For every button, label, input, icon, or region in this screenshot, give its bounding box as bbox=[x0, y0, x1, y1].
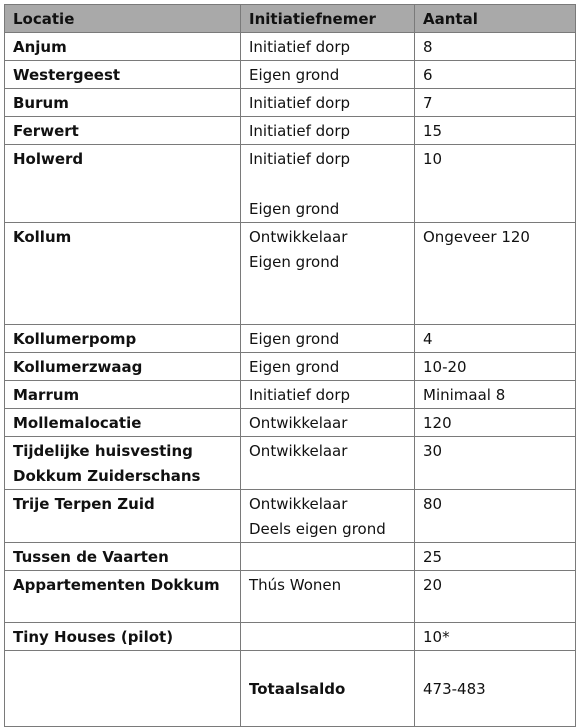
locatie-text: Kollumerzwaag bbox=[13, 358, 143, 376]
aantal-text: 20 bbox=[423, 576, 443, 594]
locatie-text: Anjum bbox=[13, 38, 67, 56]
initiatiefnemer-text: Thús Wonen bbox=[249, 576, 342, 594]
total-value: 473-483 bbox=[415, 651, 576, 727]
initiatiefnemer-text: Initiatief dorp bbox=[249, 150, 351, 168]
cell-initiatiefnemer bbox=[241, 571, 415, 623]
total-label: Totaalsaldo bbox=[241, 651, 415, 727]
cell-locatie bbox=[5, 61, 241, 89]
aantal-text: 10-20 bbox=[423, 358, 467, 376]
cell-aantal bbox=[415, 381, 576, 409]
aantal-text: 8 bbox=[423, 38, 433, 56]
cell-locatie bbox=[5, 353, 241, 381]
aantal-text: 30 bbox=[423, 442, 443, 460]
header-locatie: Locatie bbox=[5, 5, 241, 33]
cell-locatie bbox=[5, 33, 241, 61]
initiatiefnemer-text: Deels eigen grond bbox=[249, 520, 386, 538]
cell-initiatiefnemer bbox=[241, 490, 415, 543]
initiatiefnemer-text: Ontwikkelaar bbox=[249, 442, 348, 460]
cell-locatie bbox=[5, 89, 241, 117]
table-row bbox=[5, 145, 576, 223]
cell-initiatiefnemer bbox=[241, 381, 415, 409]
cell-initiatiefnemer bbox=[241, 117, 415, 145]
table-row bbox=[5, 490, 576, 543]
locatie-text: Appartementen Dokkum bbox=[13, 576, 220, 594]
cell-aantal bbox=[415, 353, 576, 381]
initiatiefnemer-text: Ontwikkelaar bbox=[249, 495, 348, 513]
initiatiefnemer-text: Ontwikkelaar bbox=[249, 414, 348, 432]
cell-locatie bbox=[5, 571, 241, 623]
aantal-text: 10* bbox=[423, 628, 450, 646]
aantal-text: 80 bbox=[423, 495, 443, 513]
table-row bbox=[5, 381, 576, 409]
header-row bbox=[5, 5, 576, 33]
table-row bbox=[5, 623, 576, 651]
table-row bbox=[5, 117, 576, 145]
total-row bbox=[5, 651, 576, 727]
aantal-text: 7 bbox=[423, 94, 433, 112]
locatie-text: Kollumerpomp bbox=[13, 330, 137, 348]
initiatiefnemer-text: Initiatief dorp bbox=[249, 122, 351, 140]
locatie-text: Holwerd bbox=[13, 150, 84, 168]
initiatiefnemer-text: Eigen grond bbox=[249, 358, 340, 376]
locatie-text: Trije Terpen Zuid bbox=[13, 495, 155, 513]
cell-aantal bbox=[415, 623, 576, 651]
cell-locatie bbox=[5, 223, 241, 325]
table-row bbox=[5, 543, 576, 571]
cell-aantal bbox=[415, 437, 576, 490]
locatie-text: Tussen de Vaarten bbox=[13, 548, 169, 566]
initiatiefnemer-text: Eigen grond bbox=[249, 330, 340, 348]
initiatiefnemer-text: Ontwikkelaar bbox=[249, 228, 348, 246]
locatie-text: Tiny Houses (pilot) bbox=[13, 628, 174, 646]
header-initiatiefnemer: Initiatiefnemer bbox=[241, 5, 415, 33]
cell-initiatiefnemer bbox=[241, 543, 415, 571]
initiatiefnemer-text: Initiatief dorp bbox=[249, 386, 351, 404]
locatie-text: Burum bbox=[13, 94, 69, 112]
table-row bbox=[5, 89, 576, 117]
cell-locatie bbox=[5, 117, 241, 145]
locatie-text: Mollemalocatie bbox=[13, 414, 142, 432]
table-row bbox=[5, 325, 576, 353]
table-row bbox=[5, 409, 576, 437]
cell-aantal bbox=[415, 145, 576, 223]
aantal-text: 10 bbox=[423, 150, 443, 168]
cell-aantal bbox=[415, 325, 576, 353]
cell-aantal bbox=[415, 490, 576, 543]
locatie-text: Kollum bbox=[13, 228, 72, 246]
aantal-text: 15 bbox=[423, 122, 443, 140]
cell-initiatiefnemer bbox=[241, 437, 415, 490]
cell-initiatiefnemer bbox=[241, 33, 415, 61]
cell-initiatiefnemer bbox=[241, 409, 415, 437]
cell-locatie bbox=[5, 325, 241, 353]
aantal-text: 4 bbox=[423, 330, 433, 348]
cell-initiatiefnemer bbox=[241, 325, 415, 353]
cell-locatie bbox=[5, 145, 241, 223]
table-row bbox=[5, 223, 576, 325]
aantal-text: 120 bbox=[423, 414, 452, 432]
cell-initiatiefnemer bbox=[241, 353, 415, 381]
cell-empty bbox=[5, 651, 241, 727]
initiatiefnemer-text: Eigen grond bbox=[249, 66, 340, 84]
cell-aantal bbox=[415, 543, 576, 571]
cell-aantal bbox=[415, 409, 576, 437]
cell-aantal bbox=[415, 117, 576, 145]
aantal-text: Ongeveer 120 bbox=[423, 228, 530, 246]
cell-initiatiefnemer bbox=[241, 223, 415, 325]
cell-aantal bbox=[415, 61, 576, 89]
table-row bbox=[5, 33, 576, 61]
initiatiefnemer-text: Eigen grond bbox=[249, 200, 340, 218]
table-row bbox=[5, 353, 576, 381]
locatie-text: Tijdelijke huisvesting bbox=[13, 442, 193, 460]
cell-locatie bbox=[5, 381, 241, 409]
table-row bbox=[5, 61, 576, 89]
cell-aantal bbox=[415, 89, 576, 117]
aantal-text: Minimaal 8 bbox=[423, 386, 506, 404]
cell-aantal bbox=[415, 33, 576, 61]
table-header bbox=[5, 5, 576, 33]
initiatiefnemer-text: Initiatief dorp bbox=[249, 38, 351, 56]
table-row bbox=[5, 437, 576, 490]
table-row bbox=[5, 571, 576, 623]
spacer bbox=[249, 172, 406, 197]
locatie-text: Marrum bbox=[13, 386, 80, 404]
initiatiefnemer-text: Eigen grond bbox=[249, 253, 340, 271]
cell-locatie bbox=[5, 543, 241, 571]
aantal-text: 6 bbox=[423, 66, 433, 84]
locatie-text: Dokkum Zuiderschans bbox=[13, 467, 201, 485]
cell-initiatiefnemer bbox=[241, 61, 415, 89]
initiatiefnemer-text: Initiatief dorp bbox=[249, 94, 351, 112]
header-aantal: Aantal bbox=[415, 5, 576, 33]
cell-aantal bbox=[415, 223, 576, 325]
cell-aantal bbox=[415, 571, 576, 623]
cell-locatie bbox=[5, 490, 241, 543]
cell-initiatiefnemer bbox=[241, 623, 415, 651]
locatie-text: Westergeest bbox=[13, 66, 121, 84]
locatie-text: Ferwert bbox=[13, 122, 79, 140]
cell-initiatiefnemer bbox=[241, 89, 415, 117]
cell-locatie bbox=[5, 623, 241, 651]
housing-locations-table bbox=[4, 4, 576, 727]
cell-locatie bbox=[5, 437, 241, 490]
cell-locatie bbox=[5, 409, 241, 437]
cell-initiatiefnemer bbox=[241, 145, 415, 223]
table-body bbox=[5, 33, 576, 727]
aantal-text: 25 bbox=[423, 548, 443, 566]
